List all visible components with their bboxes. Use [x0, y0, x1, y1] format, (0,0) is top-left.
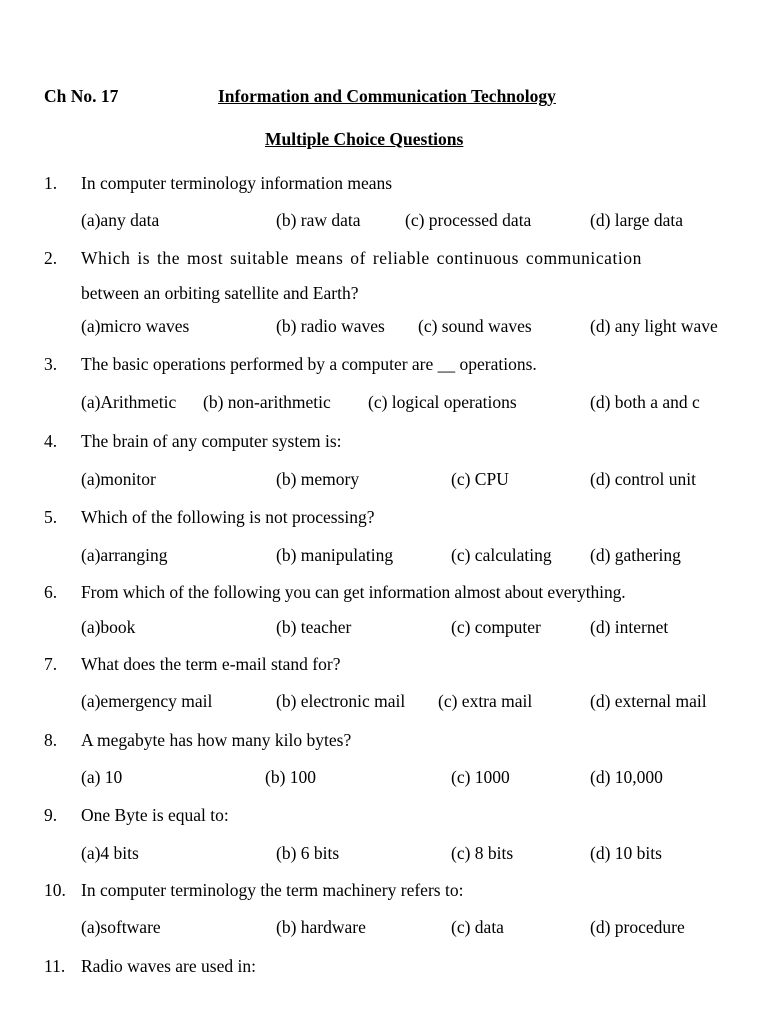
question-number: 2.: [44, 248, 58, 268]
option-d: (d) control unit: [590, 469, 696, 489]
option-a: (a) 10: [81, 767, 123, 787]
option-a: (a)arranging: [81, 545, 168, 565]
question-number: 5.: [44, 507, 58, 527]
question-text: Which of the following is not processing?: [81, 507, 375, 527]
option-c: (c) data: [451, 917, 504, 937]
question-number: 10.: [44, 880, 66, 900]
question-text: What does the term e-mail stand for?: [81, 654, 341, 674]
question-text: In computer terminology the term machinery refers to:: [81, 880, 464, 900]
option-a: (a)emergency mail: [81, 691, 213, 711]
chapter-number: Ch No. 17: [44, 86, 119, 106]
option-a: (a)4 bits: [81, 843, 139, 863]
chapter-title: Information and Communication Technology: [218, 86, 556, 106]
option-b: (b) non-arithmetic: [203, 392, 331, 412]
question-number: 11.: [44, 956, 66, 976]
option-a: (a)software: [81, 917, 161, 937]
option-d: (d) both a and c: [590, 392, 700, 412]
option-b: (b) electronic mail: [276, 691, 406, 711]
question-text: Which is the most suitable means of reliable continuous communication: [81, 248, 642, 268]
option-a: (a)any data: [81, 210, 160, 230]
option-b: (b) radio waves: [276, 316, 385, 336]
option-b: (b) hardware: [276, 917, 366, 937]
option-b: (b) 100: [265, 767, 317, 787]
question-text: In computer terminology information means: [81, 173, 393, 193]
option-b: (b) 6 bits: [276, 843, 340, 863]
option-d: (d) procedure: [590, 917, 685, 937]
option-d: (d) 10,000: [590, 767, 663, 787]
question-text: One Byte is equal to:: [81, 805, 229, 825]
question-text-continued: between an orbiting satellite and Earth?: [81, 283, 359, 303]
option-d: (d) internet: [590, 617, 669, 637]
option-d: (d) gathering: [590, 545, 681, 565]
question-text: The brain of any computer system is:: [81, 431, 342, 451]
option-a: (a)micro waves: [81, 316, 190, 336]
option-b: (b) teacher: [276, 617, 352, 637]
option-c: (c) CPU: [451, 469, 509, 489]
question-text: Radio waves are used in:: [81, 956, 256, 976]
option-c: (c) computer: [451, 617, 541, 637]
question-text: The basic operations performed by a computer are __ operations.: [81, 354, 537, 374]
question-number: 8.: [44, 730, 58, 750]
option-c: (c) logical operations: [368, 392, 517, 412]
question-number: 7.: [44, 654, 58, 674]
question-number: 1.: [44, 173, 58, 193]
option-c: (c) extra mail: [438, 691, 533, 711]
option-c: (c) sound waves: [418, 316, 532, 336]
question-number: 3.: [44, 354, 58, 374]
question-text: A megabyte has how many kilo bytes?: [81, 730, 352, 750]
question-number: 6.: [44, 582, 58, 602]
option-a: (a)book: [81, 617, 136, 637]
option-c: (c) processed data: [405, 210, 532, 230]
option-a: (a)monitor: [81, 469, 156, 489]
option-d: (d) any light wave: [590, 316, 718, 336]
option-c: (c) 8 bits: [451, 843, 514, 863]
option-d: (d) external mail: [590, 691, 707, 711]
section-subtitle: Multiple Choice Questions: [265, 129, 464, 149]
option-b: (b) raw data: [276, 210, 361, 230]
question-number: 4.: [44, 431, 58, 451]
question-text: From which of the following you can get information almost about everything.: [81, 582, 626, 602]
option-b: (b) memory: [276, 469, 360, 489]
option-a: (a)Arithmetic: [81, 392, 177, 412]
option-c: (c) calculating: [451, 545, 552, 565]
question-number: 9.: [44, 805, 58, 825]
option-c: (c) 1000: [451, 767, 510, 787]
option-d: (d) large data: [590, 210, 683, 230]
option-b: (b) manipulating: [276, 545, 394, 565]
option-d: (d) 10 bits: [590, 843, 662, 863]
